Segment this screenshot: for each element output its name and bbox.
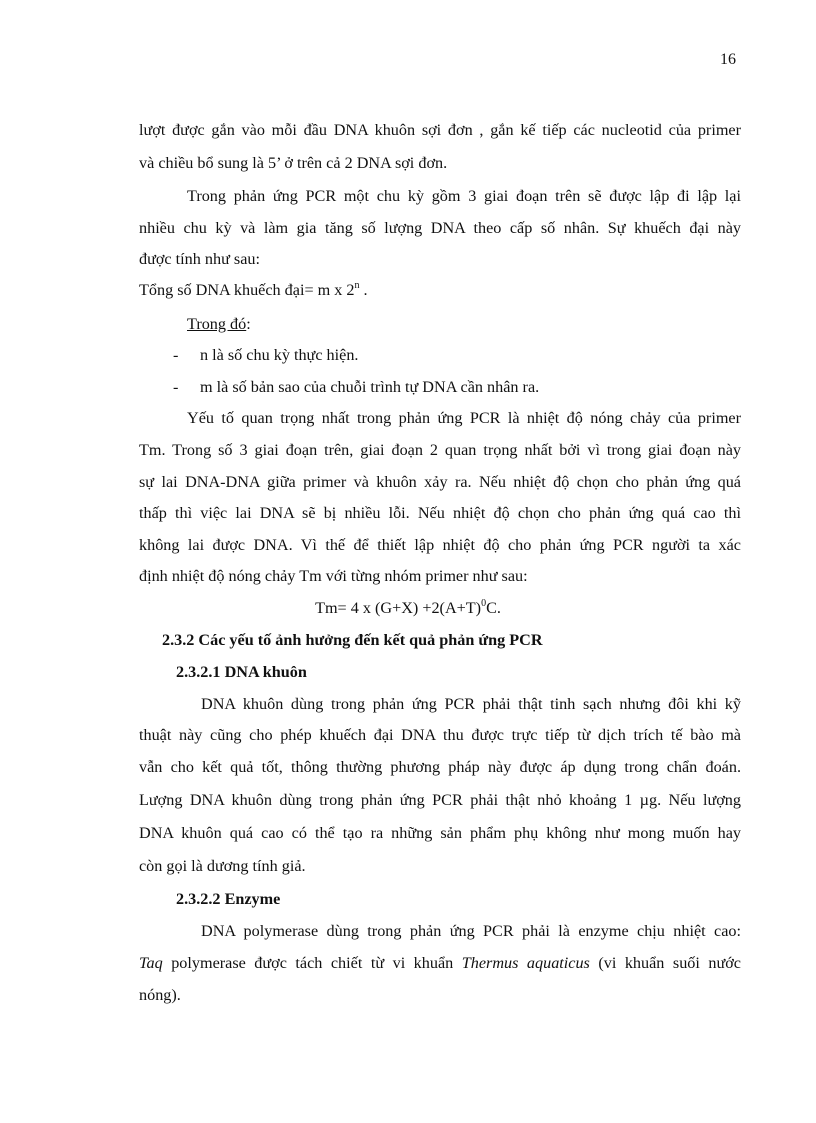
- paragraph-line: được tính như sau:: [139, 250, 260, 268]
- paragraph-line: định nhiệt độ nóng chảy Tm với từng nhóm primer như sau:: [139, 567, 528, 585]
- paragraph-line: không lai được DNA. Vì thế để thiết lập nhiệt độ cho phản ứng PCR người ta xác: [139, 536, 741, 554]
- section-heading-2-3-2-1: 2.3.2.1 DNA khuôn: [176, 663, 307, 681]
- where-label: Trong đó:: [187, 315, 251, 333]
- paragraph-line: sự lai DNA-DNA giữa primer và khuôn xảy ra. Nếu nhiệt độ chọn cho phản ứng quá: [139, 473, 741, 491]
- paragraph-line: DNA polymerase dùng trong phản ứng PCR phải là enzyme chịu nhiệt cao:: [201, 922, 741, 940]
- paragraph-line: DNA khuôn quá cao có thể tạo ra những sản phẩm phụ không như mong muốn hay: [139, 824, 741, 842]
- formula-total-dna: Tổng số DNA khuếch đại= m x 2$^n$ .: [139, 280, 368, 299]
- paragraph-line: và chiều bổ sung là 5’ ở trên cả 2 DNA sợi đơn.: [139, 154, 448, 172]
- paragraph-line: lượt được gắn vào mỗi đầu DNA khuôn sợi đơn , gắn kế tiếp các nucleotid của primer: [139, 121, 741, 139]
- paragraph-line: vẫn cho kết quả tốt, thông thường phương pháp này được áp dụng trong chẩn đoán.: [139, 758, 741, 776]
- section-heading-2-3-2-2: 2.3.2.2 Enzyme: [176, 890, 281, 908]
- paragraph-line: Trong phản ứng PCR một chu kỳ gồm 3 giai đoạn trên sẽ được lập đi lập lại: [187, 187, 741, 205]
- paragraph-line: còn gọi là dương tính giả.: [139, 857, 306, 875]
- bullet-dash: -: [173, 378, 179, 396]
- section-heading-2-3-2: 2.3.2 Các yếu tố ảnh hưởng đến kết quả phản ứng PCR: [162, 631, 543, 649]
- formula-tm: Tm= 4 x $(G+X) +2(A+T)^0C$.: [315, 598, 501, 617]
- paragraph-line: Yếu tố quan trọng nhất trong phản ứng PCR là nhiệt độ nóng chảy của primer: [187, 409, 741, 427]
- bullet-item: m là số bản sao của chuỗi trình tự DNA cần nhân ra.: [200, 378, 540, 396]
- bullet-item: n là số chu kỳ thực hiện.: [200, 346, 359, 364]
- paragraph-line: thuật này cũng cho phép khuếch đại DNA thu được trực tiếp từ dịch trích tế bào mà: [139, 726, 741, 744]
- paragraph-line: nóng).: [139, 986, 181, 1004]
- paragraph-line: DNA khuôn dùng trong phản ứng PCR phải thật tinh sạch nhưng đôi khi kỹ: [201, 695, 741, 713]
- paragraph-line: Taq polymerase được tách chiết từ vi khuẩn Thermus aquaticus (vi khuẩn suối nước: [139, 954, 741, 972]
- bullet-dash: -: [173, 346, 179, 364]
- paragraph-line: thấp thì việc lai DNA sẽ bị nhiều lỗi. Nếu nhiệt độ chọn cho phản ứng quá cao thì: [139, 504, 741, 522]
- paragraph-line: Lượng DNA khuôn dùng trong phản ứng PCR phải thật nhỏ khoảng 1 µg. Nếu lượng: [139, 791, 741, 809]
- paragraph-line: Tm. Trong số 3 giai đoạn trên, giai đoạn 2 quan trọng nhất bởi vì trong giai đoạn này: [139, 441, 741, 459]
- paragraph-line: nhiều chu kỳ và làm gia tăng số lượng DNA theo cấp số nhân. Sự khuếch đại này: [139, 219, 741, 237]
- page-number: 16: [720, 51, 736, 68]
